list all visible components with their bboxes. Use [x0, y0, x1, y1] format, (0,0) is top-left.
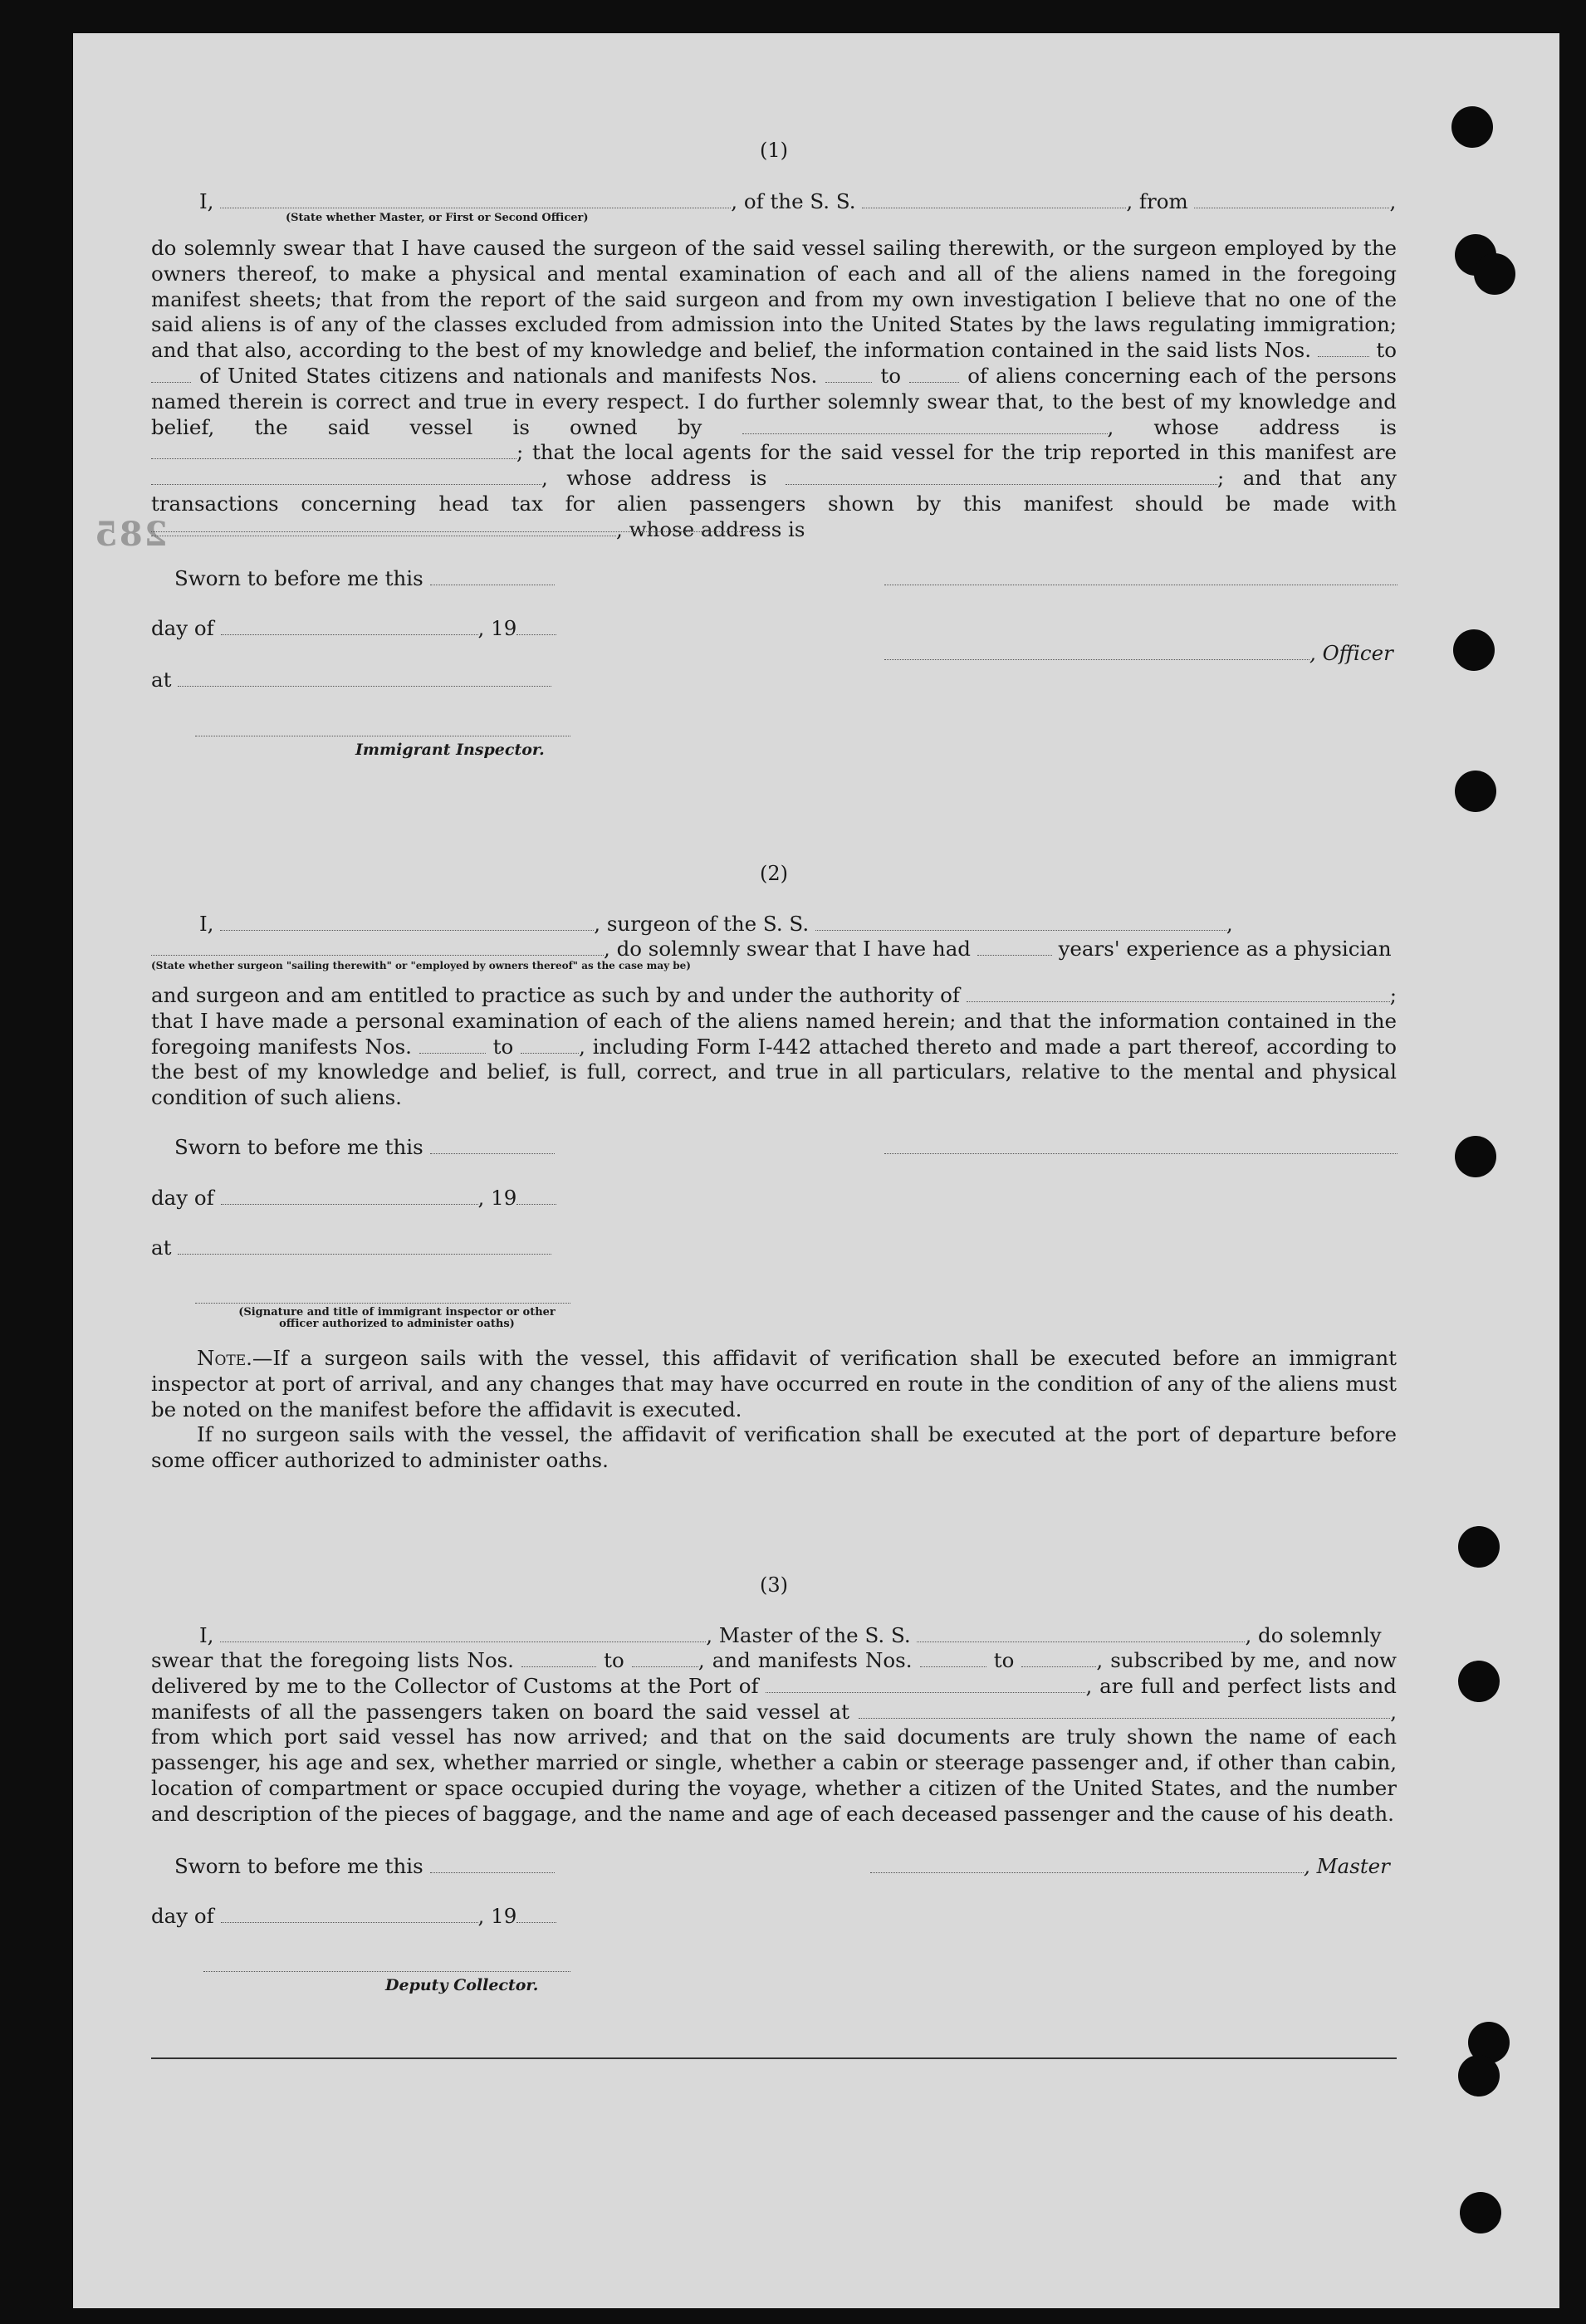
section-3-line-1: I, , Master of the S. S. , do solemnly	[199, 1623, 1382, 1647]
manifests-to-field[interactable]	[909, 367, 959, 383]
sworn-date-field-3[interactable]	[430, 1857, 555, 1873]
sworn-3: Sworn to before me this	[174, 1854, 555, 1878]
punch-hole	[1455, 1136, 1496, 1177]
punch-hole	[1458, 1526, 1500, 1568]
deputy-collector-caption: Deputy Collector.	[385, 1976, 539, 1994]
punch-hole	[1474, 253, 1515, 295]
agents-address-field[interactable]	[786, 469, 1217, 485]
master-signature-row: , Master	[870, 1854, 1390, 1878]
sworn-date-field-2[interactable]	[430, 1138, 555, 1154]
master-signature-line[interactable]	[870, 1857, 1304, 1873]
immigrant-inspector-caption: Immigrant Inspector.	[355, 741, 545, 759]
punch-hole	[1458, 1661, 1500, 1702]
years-experience-field[interactable]	[977, 940, 1052, 956]
deputy-collector-signature-line[interactable]	[203, 1971, 570, 1972]
section-1-body: do solemnly swear that I have caused the surgeon of the said vessel sailing therewith, or the surgeon employed by the owners thereof, to make a physical and mental examination of each and all of the aliens named in the foregoing manifest sheets; that from the report of the said surgeon and from my own investigation I believe that no one of the said aliens is of any of the classes excluded from admission into the United States by the laws regulating immigration; and that also, according to the best of my knowledge and belief, the information contained in the said lists Nos. to of United States citizens and nationals and manifests Nos. to of aliens concerning each of the persons named therein is correct and true in every respect. I do further solemnly swear that, to the best of my knowledge and belief, the said vessel is owned by , whose address is ; that the local agents for the said vessel for the trip reported in this manifest are , whose address is ; and that any transactions concerning head tax for alien passengers shown by this manifest should be made with , whose address is	[151, 236, 1397, 541]
section-2-line-2: , do solemnly swear that I have had years' experience as a physician	[151, 937, 1392, 961]
punch-hole	[1455, 771, 1496, 812]
departure-port-field[interactable]	[859, 1703, 1390, 1719]
head-tax-contact-field[interactable]	[151, 521, 616, 536]
lists-to-field[interactable]	[151, 367, 191, 383]
day-of-3: day of , 19	[151, 1904, 556, 1928]
year-field-3[interactable]	[516, 1907, 556, 1923]
section-1-number: (1)	[760, 139, 788, 162]
master-name-field-3[interactable]	[220, 1627, 706, 1642]
bleed-through-stamp: 285	[93, 515, 168, 554]
section-2-line-1: I, , surgeon of the S. S. ,	[199, 912, 1233, 936]
manifests-from-field[interactable]	[825, 367, 872, 383]
section-2-number: (2)	[760, 862, 788, 885]
section-2-note: Note.—If a surgeon sails with the vessel, this affidavit of verification shall be executed before an immigrant inspector at port of arrival, and any changes that may have occurred en route in the condition of any of the aliens must be noted on the manifest before the affidavit is executed. If no surgeon sails with the vessel, the affidavit of verification shall be executed at the port of departure before some officer authorized to administer oaths.	[151, 1346, 1397, 1473]
day-of-2: day of , 19	[151, 1186, 556, 1210]
punch-hole	[1458, 2055, 1500, 2096]
at-1: at	[151, 668, 551, 692]
bottom-rule	[151, 2057, 1397, 2059]
punch-hole	[1451, 106, 1493, 148]
officer-name-field[interactable]	[884, 644, 1309, 660]
owner-address-field[interactable]	[151, 443, 516, 459]
at-2: at	[151, 1235, 551, 1260]
arrival-port-field[interactable]	[766, 1677, 1085, 1693]
sworn-2: Sworn to before me this	[174, 1135, 555, 1159]
place-field-2[interactable]	[178, 1239, 551, 1255]
local-agents-field[interactable]	[151, 469, 541, 485]
manifests-to-field-3[interactable]	[1021, 1651, 1096, 1667]
month-field-3[interactable]	[221, 1907, 478, 1923]
authority-field[interactable]	[967, 986, 1390, 1002]
surgeon-status-field[interactable]	[151, 940, 604, 956]
lists-from-field-3[interactable]	[521, 1651, 596, 1667]
from-port-field[interactable]	[1194, 193, 1389, 208]
place-field[interactable]	[178, 671, 551, 687]
vessel-name-field[interactable]	[862, 193, 1126, 208]
surgeon-manifests-to-field[interactable]	[521, 1038, 579, 1054]
year-field-2[interactable]	[516, 1189, 556, 1205]
manifests-from-field-3[interactable]	[920, 1651, 986, 1667]
oath-officer-caption: (Signature and title of immigrant inspector or other officer authorized to administer oaths)	[238, 1306, 556, 1330]
owner-field[interactable]	[742, 418, 1108, 434]
surgeon-status-hint: (State whether surgeon "sailing therewith" or "employed by owners thereof" as the case may be)	[151, 960, 691, 971]
punch-hole	[1453, 629, 1495, 671]
month-field-2[interactable]	[221, 1189, 478, 1205]
section-2-body: and surgeon and am entitled to practice as such by and under the authority of ; that I have made a personal examination of each of the aliens named herein; and that the information contained in the foregoing manifests Nos. to , including Form I-442 attached thereto and made a part thereof, according to the best of my knowledge and belief, is full, correct, and true in all particulars, relative to the mental and physical condition of such aliens.	[151, 983, 1397, 1110]
punch-hole	[1460, 2192, 1501, 2233]
lists-from-field[interactable]	[1318, 341, 1369, 357]
surgeon-name-field[interactable]	[220, 915, 594, 931]
surgeon-vessel-field[interactable]	[815, 915, 1226, 931]
vessel-name-field-3[interactable]	[917, 1627, 1245, 1642]
sworn-date-field[interactable]	[430, 570, 555, 585]
master-title-hint: (State whether Master, or First or Second Officer)	[286, 212, 589, 224]
lists-to-field-3[interactable]	[632, 1651, 698, 1667]
officer-label: , Officer	[884, 641, 1393, 665]
oath-officer-signature-line[interactable]	[195, 1303, 570, 1304]
section-3-number: (3)	[760, 1573, 788, 1597]
day-of-1: day of , 19	[151, 616, 556, 640]
surgeon-manifests-from-field[interactable]	[419, 1038, 486, 1054]
surgeon-signature-line[interactable]	[884, 1153, 1398, 1154]
year-field[interactable]	[516, 619, 556, 635]
address-continuation-line[interactable]	[151, 531, 761, 532]
section-1-line-1: I, , of the S. S. , from ,	[199, 189, 1397, 213]
section-3-body: swear that the foregoing lists Nos. to , and manifests Nos. to , subscribed by me, and now delivered by me to the Collector of Customs at the Port of , are full and perfect lists and manifests of all the passengers taken on board the said vessel at , from which port said vessel has now arrived; and that on the said documents are truly shown the name of each passenger, his age and sex, whether married or single, whether a cabin or steerage passenger and, if other than cabin, location of compartment or space occupied during the voyage, whether a citizen of the United States, and the number and description of the pieces of baggage, and the name and age of each deceased passenger and the cause of his death.	[151, 1648, 1397, 1826]
master-name-field[interactable]	[220, 193, 731, 208]
sworn-1: Sworn to before me this	[174, 566, 555, 590]
month-field[interactable]	[221, 619, 478, 635]
